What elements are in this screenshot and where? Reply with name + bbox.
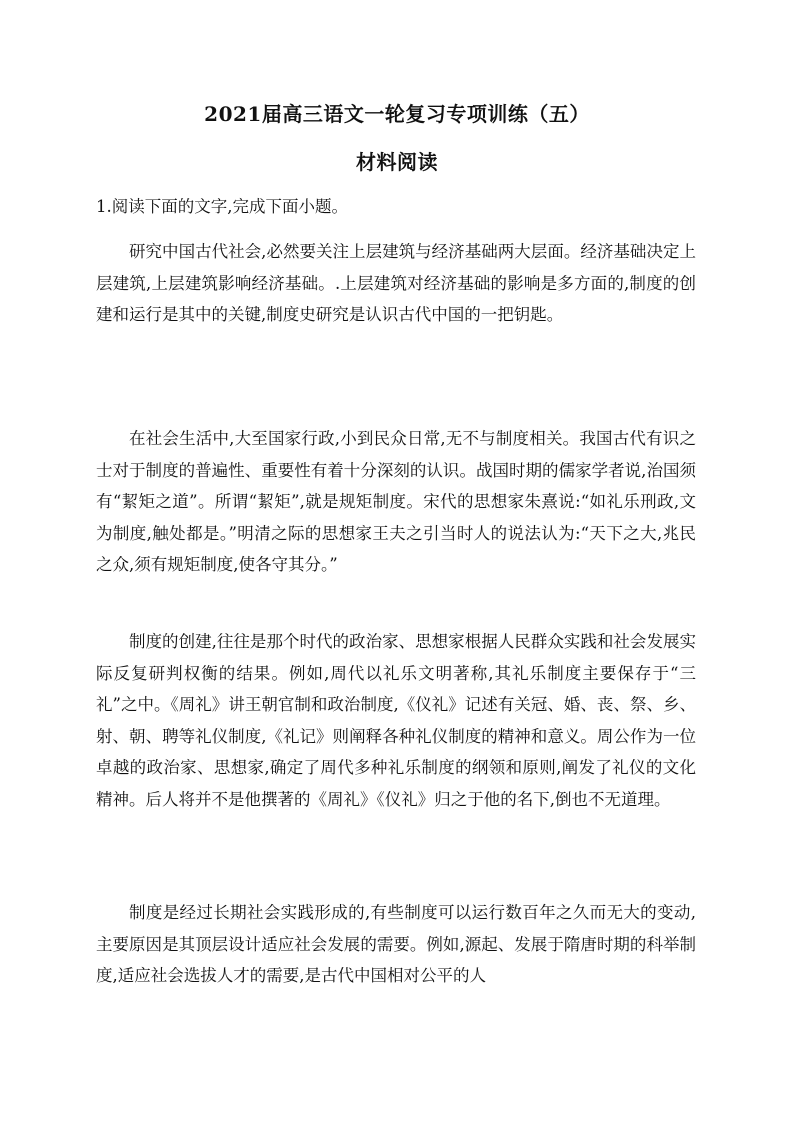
paragraph-1: 研究中国古代社会,必然要关注上层建筑与经济基础两大层面。经济基础决定上层建筑,上层建筑影响经济基础。.上层建筑对经济基础的影响是多方面的,制度的创建和运行是其中的关键,制度史研究是认识古代中国的一把钥匙。 — [96, 242, 696, 324]
question-heading: 1.阅读下面的文字,完成下面小题。 — [96, 197, 348, 216]
paragraph-3: 制度的创建,往往是那个时代的政治家、思想家根据人民群众实践和社会发展实际反复研判权衡的结果。例如,周代以礼乐文明著称,其礼乐制度主要保存于“三礼”之中。《周礼》讲王朝官制和政治制度,《仪礼》记述有关冠、婚、丧、祭、乡、射、朝、聘等礼仪制度,《礼记》则阐释各种礼仪制度的精神和意义。周公作为一位卓越的政治家、思想家,确定了周代多种礼乐制度的纲领和原则,阐发了礼仪的文化精神。后人将并不是他撰著的《周礼》《仪礼》归之于他的名下,倒也不无道理。 — [96, 632, 696, 809]
paragraph-4: 制度是经过长期社会实践形成的,有些制度可以运行数百年之久而无大的变动,主要原因是其顶层设计适应社会发展的需要。例如,源起、发展于隋唐时期的科举制度,适应社会选拔人才的需要,是古代中国相对公平的人 — [96, 903, 696, 985]
document-title: 2021届高三语文一轮复习专项训练（五） — [204, 102, 590, 126]
document-subtitle: 材料阅读 — [356, 150, 438, 174]
paragraph-2: 在社会生活中,大至国家行政,小到民众日常,无不与制度相关。我国古代有识之士对于制度的普遍性、重要性有着十分深刻的认识。战国时期的儒家学者说,治国须有“絜矩之道”。所谓“絜矩”,就是规矩制度。宋代的思想家朱熹说:“如礼乐刑政,文为制度,触处都是。”明清之际的思想家王夫之引当时人的说法认为:“天下之大,兆民之众,须有规矩制度,使各守其分。” — [96, 429, 696, 574]
